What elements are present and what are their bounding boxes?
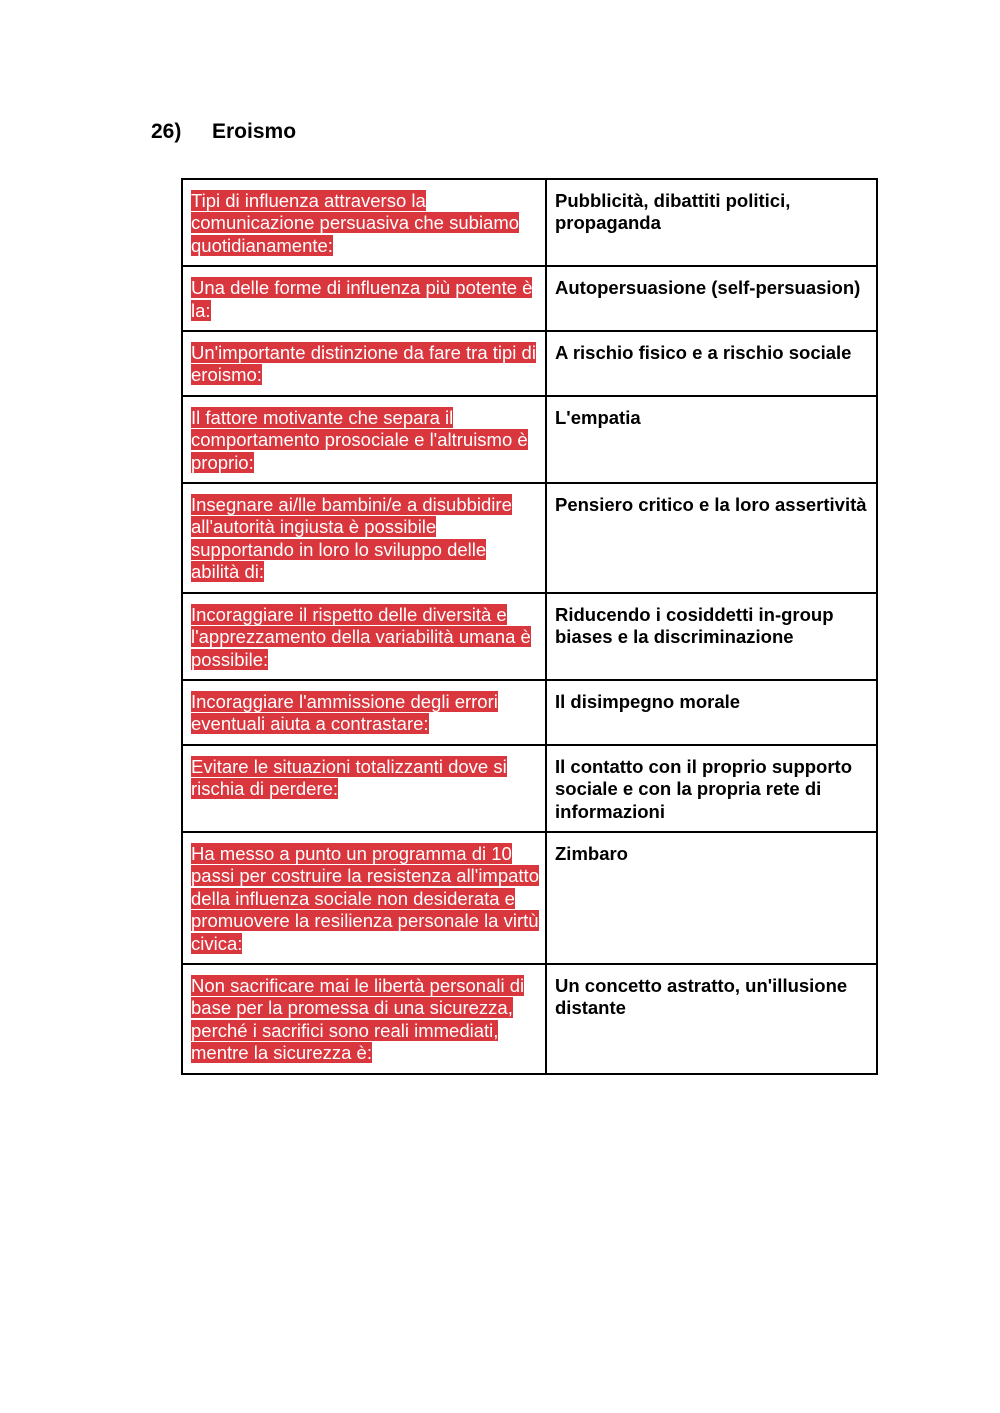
table-row xyxy=(182,396,877,483)
answer-cell: Il disimpegno morale xyxy=(546,680,877,745)
qa-table xyxy=(181,178,878,1075)
highlighted-question: Il fattore motivante che separa il comportamento prosociale e l'altruismo è proprio: xyxy=(191,406,528,473)
highlighted-question: Insegnare ai/lle bambini/e a disubbidire all'autorità ingiusta è possibile supportando in loro lo sviluppo delle abilità di: xyxy=(191,494,512,583)
section-heading xyxy=(151,120,296,144)
question-cell xyxy=(182,593,546,680)
table-row xyxy=(182,331,877,396)
table-row xyxy=(182,964,877,1074)
table-row xyxy=(182,680,877,745)
question-cell xyxy=(182,266,546,331)
answer-cell: Autopersuasione (self-persuasion) xyxy=(546,266,877,331)
highlighted-question: Evitare le situazioni totalizzanti dove si rischia di perdere: xyxy=(191,755,507,800)
highlighted-question: Incoraggiare l'ammissione degli errori eventuali aiuta a contrastare: xyxy=(191,690,498,735)
answer-cell: L'empatia xyxy=(546,396,877,483)
table-row xyxy=(182,832,877,964)
answer-cell: A rischio fisico e a rischio sociale xyxy=(546,331,877,396)
highlighted-question: Incoraggiare il rispetto delle diversità e l'apprezzamento della variabilità umana è possibile: xyxy=(191,603,531,670)
question-cell xyxy=(182,832,546,964)
highlighted-question: Tipi di influenza attraverso la comunicazione persuasiva che subiamo quotidianamente: xyxy=(191,190,520,256)
question-cell xyxy=(182,483,546,593)
question-cell xyxy=(182,179,546,266)
table-row xyxy=(182,593,877,680)
answer-cell: Zimbaro xyxy=(546,832,877,964)
question-cell xyxy=(182,396,546,483)
question-cell xyxy=(182,964,546,1074)
table-row xyxy=(182,483,877,593)
highlighted-question: Un'importante distinzione da fare tra tipi di eroismo: xyxy=(191,342,536,386)
answer-cell: Un concetto astratto, un'illusione distante xyxy=(546,964,877,1074)
highlighted-question: Non sacrificare mai le libertà personali di base per la promessa di una sicurezza, perché i sacrifici sono reali immediati, mentre la sicurezza è: xyxy=(191,974,525,1064)
answer-cell: Pensiero critico e la loro assertività xyxy=(546,483,877,593)
answer-cell: Riducendo i cosiddetti in-group biases e la discriminazione xyxy=(546,593,877,680)
section-number: 26) xyxy=(151,120,182,143)
highlighted-question: Una delle forme di influenza più potente è la: xyxy=(191,277,533,321)
highlighted-question: Ha messo a punto un programma di 10 passi per costruire la resistenza all'impatto della influenza sociale non desiderata e promuovere la resilienza personale la virtù civica: xyxy=(191,842,539,954)
table-row xyxy=(182,179,877,266)
table-row xyxy=(182,266,877,331)
answer-cell: Il contatto con il proprio supporto sociale e con la propria rete di informazioni xyxy=(546,745,877,832)
question-cell xyxy=(182,331,546,396)
table-row xyxy=(182,745,877,832)
question-cell xyxy=(182,680,546,745)
question-cell xyxy=(182,745,546,832)
answer-cell: Pubblicità, dibattiti politici, propaganda xyxy=(546,179,877,266)
section-title: Eroismo xyxy=(212,120,297,143)
